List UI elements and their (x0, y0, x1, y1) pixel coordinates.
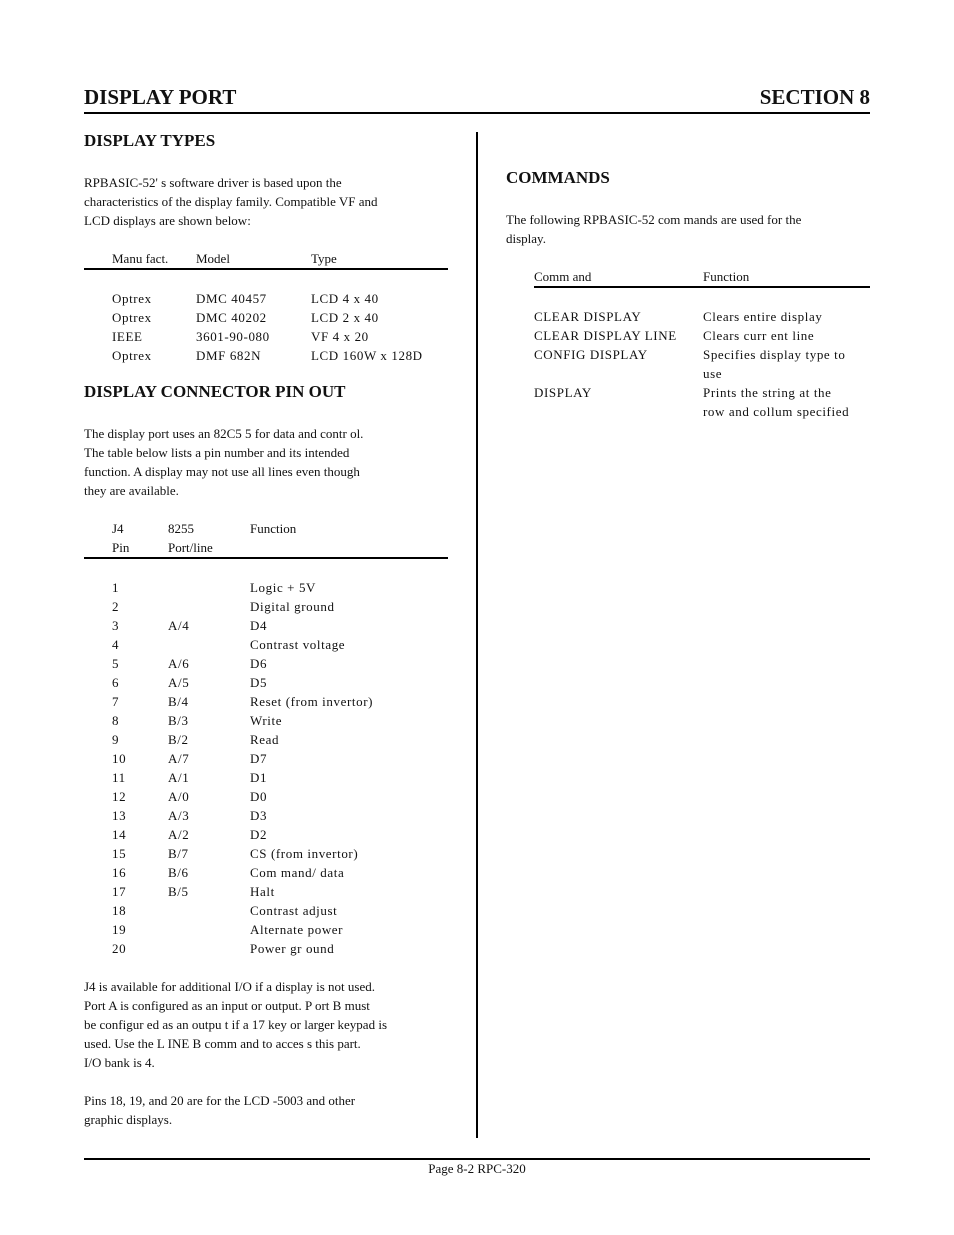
table-row: 15 B/7 CS (from invertor) (112, 846, 359, 861)
column-header: Function (250, 521, 297, 536)
column-header: Type (311, 251, 337, 266)
table-row: 1 Logic + 5V (112, 580, 317, 595)
table-row: 18 Contrast adjust (112, 903, 338, 918)
pinout-note-io: J4 is available for additional I/O if a display is not used. Port A is configured as an input or output. P ort B must be configur ed as an outpu t if a 17 key or larger keypad is used. Use the L INE B comm and to acces s this part. I/O bank is 4. (84, 979, 387, 1070)
table-row: 9 B/2 Read (112, 732, 280, 747)
table-row: 10 A/7 D7 (112, 751, 268, 766)
table-row: 13 A/3 D3 (112, 808, 268, 823)
display-types-heading: DISPLAY TYPES (84, 131, 216, 150)
footer-rule (84, 1158, 870, 1160)
commands-intro: The following RPBASIC-52 com mands are used for the display. (506, 212, 802, 246)
page-header (84, 84, 870, 114)
table-row: 4 Contrast voltage (112, 637, 346, 652)
right-column (506, 168, 870, 421)
table-row: CLEAR DISPLAY LINE Clears curr ent line (534, 328, 815, 343)
table-row: 17 B/5 Halt (112, 884, 275, 899)
column-header: Port/line (168, 540, 213, 555)
table-row: 5 A/6 D6 (112, 656, 268, 671)
table-row: Optrex DMF 682N LCD 160W x 128D (112, 348, 423, 363)
display-types-intro: RPBASIC-52' s software driver is based upon the characteristics of the display family. Compatible VF and LCD displays are shown below: (84, 175, 378, 228)
column-header: Pin (112, 540, 130, 555)
page-footer: Page 8-2 RPC-320 (428, 1161, 526, 1176)
pinout-heading: DISPLAY CONNECTOR PIN OUT (84, 382, 346, 401)
column-header: Function (703, 269, 750, 284)
table-row: 2 Digital ground (112, 599, 335, 614)
table-row: CLEAR DISPLAY Clears entire display (534, 309, 823, 324)
commands-table (534, 267, 870, 421)
section-label: SECTION 8 (759, 85, 870, 109)
column-divider (476, 132, 478, 1138)
table-row: IEEE 3601-90-080 VF 4 x 20 (112, 329, 369, 344)
column-header: J4 (112, 521, 124, 536)
table-row: 8 B/3 Write (112, 713, 283, 728)
table-row: CONFIG DISPLAY Specifies display type to use (534, 347, 846, 381)
column-header: Model (196, 251, 230, 266)
display-types-table (84, 249, 448, 365)
table-row: 3 A/4 D4 (112, 618, 268, 633)
pinout-intro: The display port uses an 82C5 5 for data and contr ol. The table below lists a pin number and its intended function. A display may not use all lines even though they are available. (84, 426, 364, 498)
table-row: 14 A/2 D2 (112, 827, 268, 842)
table-row: Optrex DMC 40202 LCD 2 x 40 (112, 310, 379, 325)
table-row: 19 Alternate power (112, 922, 344, 937)
table-row: 7 B/4 Reset (from invertor) (112, 694, 374, 709)
pinout-note-graphic: Pins 18, 19, and 20 are for the LCD -5003 and other graphic displays. (84, 1093, 356, 1127)
table-row: 6 A/5 D5 (112, 675, 268, 690)
table-row: 16 B/6 Com mand/ data (112, 865, 345, 880)
page-title: DISPLAY PORT (84, 85, 237, 109)
table-row: 11 A/1 D1 (112, 770, 268, 785)
column-header: 8255 (168, 521, 194, 536)
pinout-table (84, 519, 448, 958)
left-column (84, 131, 450, 1129)
table-row: DISPLAY Prints the string at the row and collum specified (534, 385, 850, 419)
column-header (250, 538, 296, 557)
column-header: Manu fact. (112, 251, 169, 266)
table-row: 12 A/0 D0 (112, 789, 268, 804)
commands-heading: COMMANDS (506, 168, 610, 187)
table-row: 20 Power gr ound (112, 941, 335, 956)
column-header: Comm and (534, 269, 592, 284)
table-row: Optrex DMC 40457 LCD 4 x 40 (112, 291, 379, 306)
